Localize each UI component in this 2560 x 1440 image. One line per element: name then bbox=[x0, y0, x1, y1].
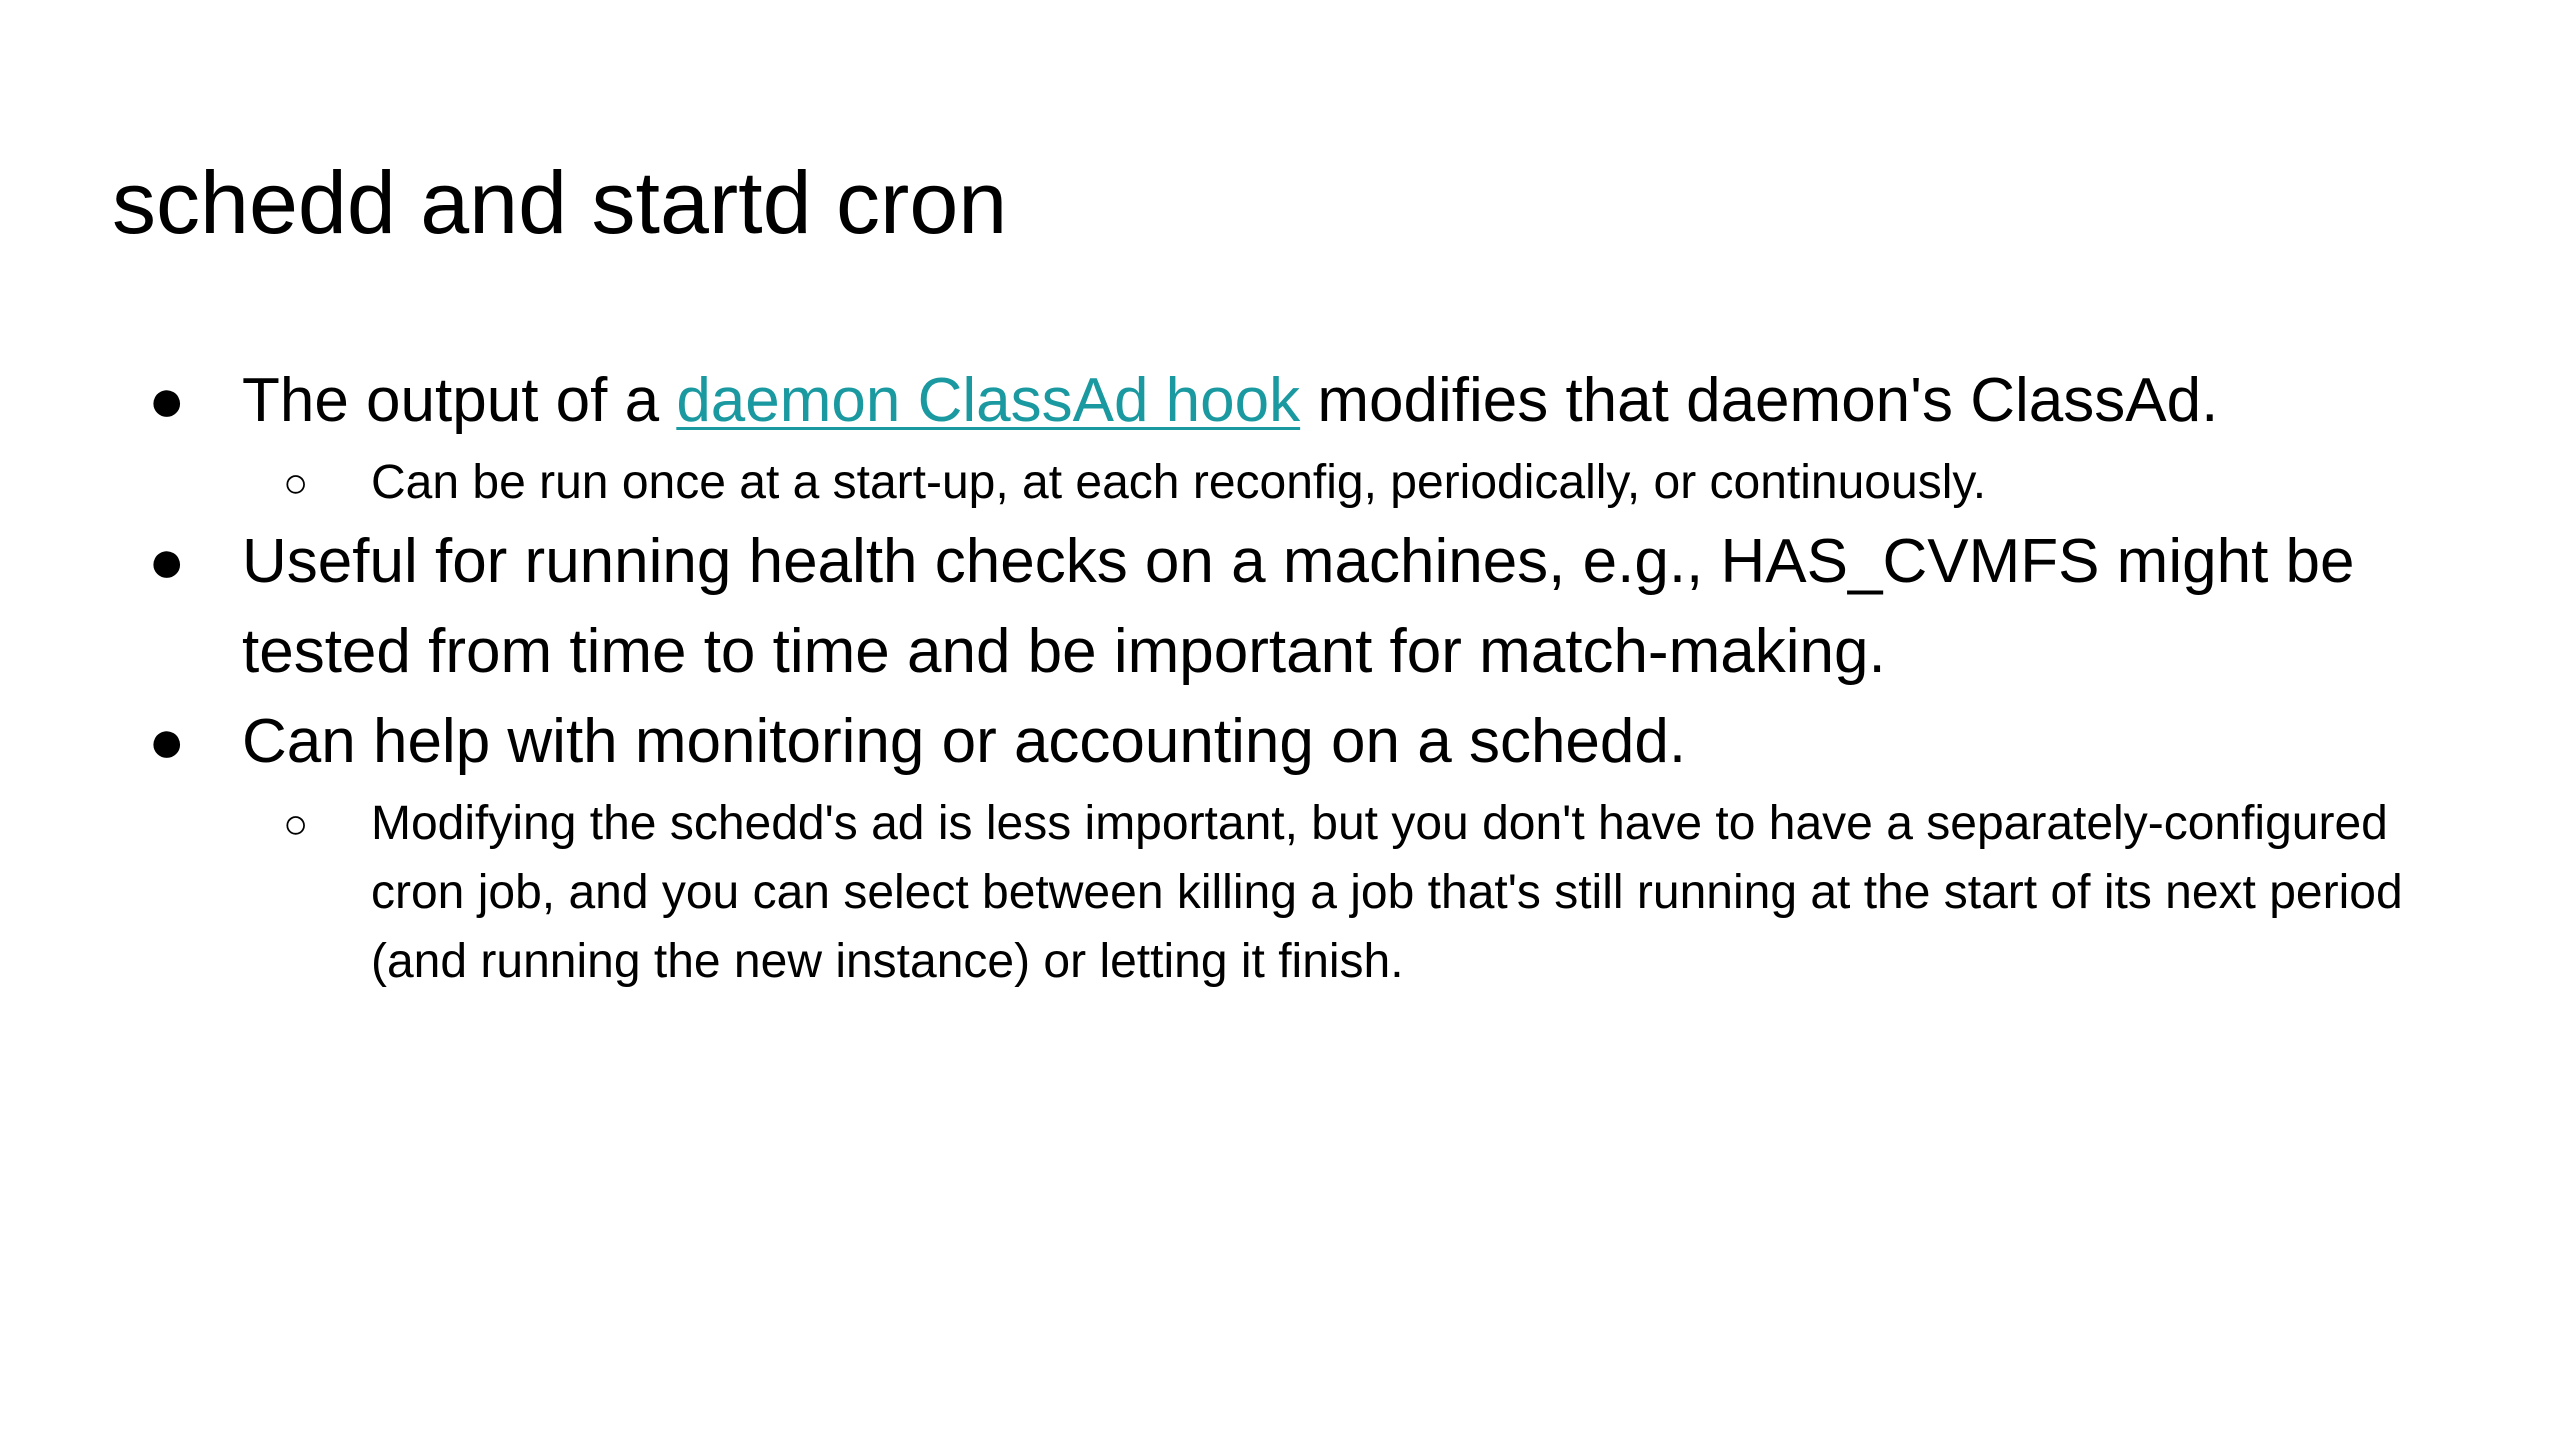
sub-bullet-item-3-1 bbox=[0, 789, 2560, 996]
daemon-classad-hook-link[interactable]: daemon ClassAd hook bbox=[676, 366, 1301, 435]
sub-bullet-circle: ○ bbox=[283, 800, 309, 847]
bullet-text: Can help with monitoring or accounting on a schedd. bbox=[242, 707, 1687, 776]
bullet-text: Useful for running health checks on a machines, e.g., HAS_CVMFS might be tested from time to time and be important for match-making. bbox=[242, 527, 2355, 686]
bullet-item-2 bbox=[0, 517, 2560, 697]
bullet-text: modifies that daemon's ClassAd. bbox=[1300, 366, 2219, 435]
sub-bullet-text: Modifying the schedd's ad is less important, but you don't have to have a separately-configured cron job, and you can select between killing a job that's still running at the start of its next period (and running the new instance) or letting it finish. bbox=[371, 797, 2403, 988]
sub-bullet-text: Can be run once at a start-up, at each reconfig, periodically, or continuously. bbox=[371, 456, 1987, 509]
bullet-list bbox=[0, 356, 2560, 996]
bullet-item-3 bbox=[0, 697, 2560, 787]
sub-bullet-item-1-1 bbox=[0, 448, 2560, 517]
bullet-dot: ● bbox=[148, 366, 186, 435]
bullet-item-1 bbox=[0, 356, 2560, 446]
bullet-dot: ● bbox=[148, 707, 186, 776]
slide-title: schedd and startd cron bbox=[112, 153, 1008, 252]
bullet-dot: ● bbox=[148, 527, 186, 596]
bullet-text: The output of a bbox=[242, 366, 677, 435]
sub-bullet-circle: ○ bbox=[283, 459, 309, 506]
